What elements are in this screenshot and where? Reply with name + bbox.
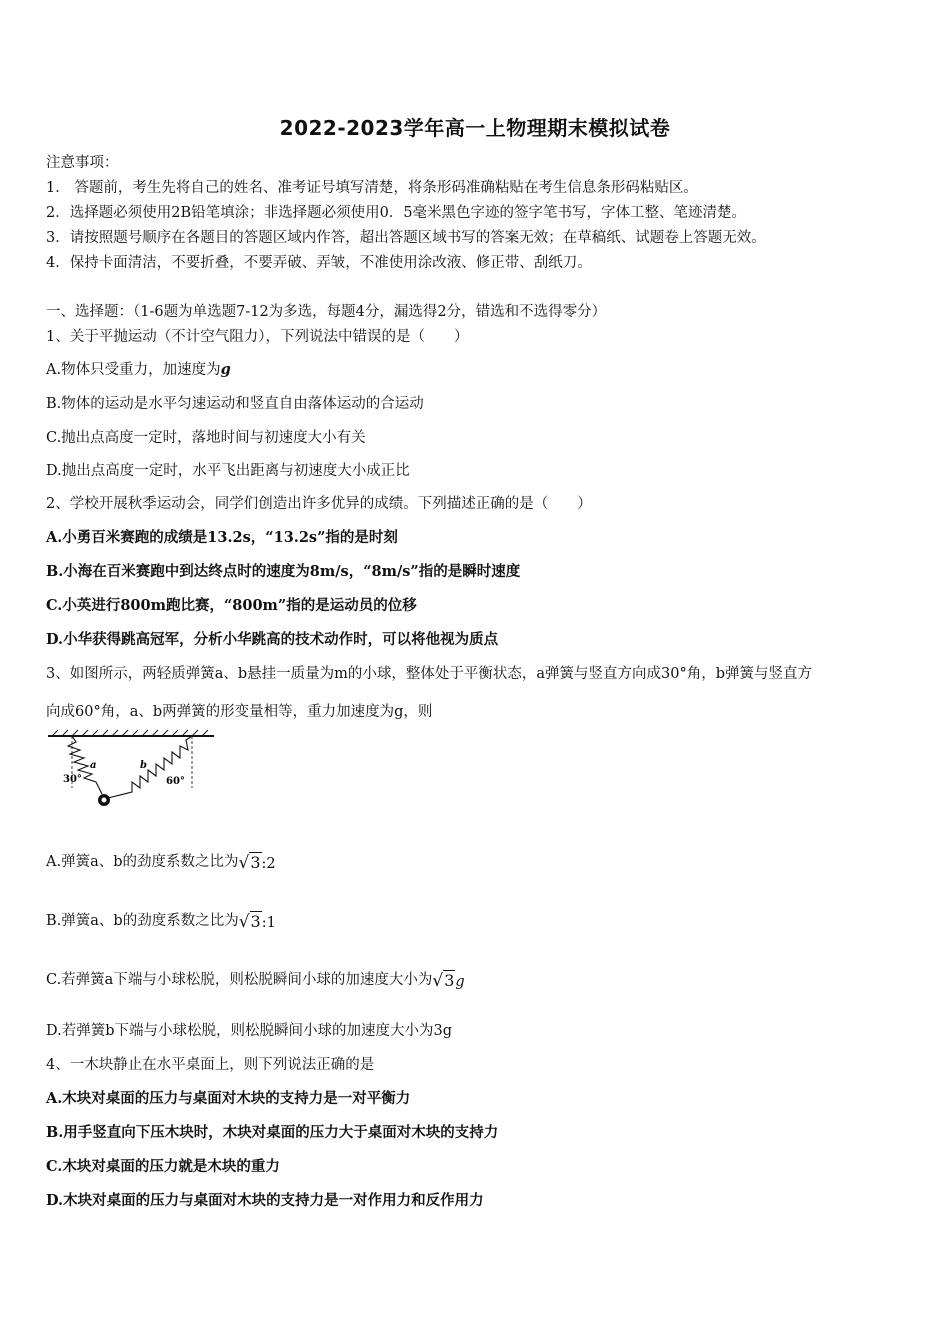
q2-option-c: C.小英进行800m跑比赛，“800m”指的是运动员的位移	[46, 597, 417, 614]
angle-b-label: 60°	[166, 776, 185, 787]
q1-option-a-text: A.物体只受重力，加速度为	[46, 362, 221, 378]
q3-option-c-math: √3g	[432, 971, 465, 991]
q3-option-c	[46, 970, 465, 992]
q1-option-d: D.抛出点高度一定时，水平飞出距离与初速度大小成正比	[46, 463, 410, 479]
q3-option-a-math: √3:2	[238, 853, 276, 873]
q2-stem: 2、学校开展秋季运动会，同学们创造出许多优异的成绩。下列描述正确的是（ ）	[46, 496, 592, 512]
q3-option-b	[46, 911, 276, 933]
notice-heading: 注意事项：	[46, 155, 119, 171]
label-b: b	[140, 760, 147, 771]
q3-option-a	[46, 852, 276, 874]
notice-item-1: 1． 答题前，考生先将自己的姓名、准考证号填写清楚，将条形码准确粘贴在考生信息条形码粘贴区。	[46, 180, 698, 196]
q4-option-a: A.木块对桌面的压力与桌面对木块的支持力是一对平衡力	[46, 1090, 411, 1107]
q1-option-a-var: g	[220, 361, 231, 378]
q1-option-a	[46, 360, 231, 380]
q4-option-c: C.木块对桌面的压力就是木块的重力	[46, 1158, 280, 1175]
q1-option-b: B.物体的运动是水平匀速运动和竖直自由落体运动的合运动	[46, 396, 424, 412]
spring-b	[108, 736, 192, 798]
q1-stem: 1、关于平抛运动（不计空气阻力），下列说法中错误的是（ ）	[46, 329, 469, 345]
angle-a-label: 30°	[63, 774, 82, 785]
q1-option-c: C.抛出点高度一定时，落地时间与初速度大小有关	[46, 430, 366, 446]
notice-item-4: 4．保持卡面清洁，不要折叠，不要弄破、弄皱，不准使用涂改液、修正带、刮纸刀。	[46, 255, 592, 271]
q3-option-b-radicand: 3	[250, 912, 261, 931]
q4-option-d: D.木块对桌面的压力与桌面对木块的支持力是一对作用力和反作用力	[46, 1192, 484, 1209]
q3-stem-line1: 3、如图所示，两轻质弹簧a、b悬挂一质量为m的小球，整体处于平衡状态，a弹簧与竖直方向成30°角，b弹簧与竖直方	[46, 666, 813, 682]
q3-option-a-text: A.弹簧a、b的劲度系数之比为	[46, 854, 239, 870]
q3-option-b-text: B.弹簧a、b的劲度系数之比为	[46, 913, 239, 929]
q4-option-b: B.用手竖直向下压木块时，木块对桌面的压力大于桌面对木块的支持力	[46, 1124, 499, 1141]
q3-option-c-text: C.若弹簧a下端与小球松脱，则松脱瞬间小球的加速度大小为	[46, 972, 433, 988]
q4-stem: 4、一木块静止在水平桌面上，则下列说法正确的是	[46, 1057, 375, 1073]
q3-option-b-math: √3:1	[238, 912, 276, 932]
spring-figure	[46, 728, 216, 814]
q3-option-c-rest: g	[455, 974, 465, 990]
q2-option-d: D.小华获得跳高冠军，分析小华跳高的技术动作时，可以将他视为质点	[46, 631, 499, 648]
q3-stem-line2: 向成60°角，a、b两弹簧的形变量相等，重力加速度为g，则	[46, 704, 433, 720]
exam-title: 2022-2023学年高一上物理期末模拟试卷	[279, 116, 671, 140]
q3-option-b-rest: :1	[261, 915, 276, 931]
label-a: a	[90, 760, 97, 771]
q3-option-a-rest: :2	[261, 856, 276, 872]
q3-option-a-radicand: 3	[250, 853, 261, 872]
section-heading: 一、选择题：（1-6题为单选题7-12为多选，每题4分，漏选得2分，错选和不选得零分）	[46, 304, 607, 320]
q2-option-a: A.小勇百米赛跑的成绩是13.2s，“13.2s”指的是时刻	[46, 529, 398, 546]
q3-option-c-radicand: 3	[444, 971, 455, 990]
notice-item-3: 3．请按照题号顺序在各题目的答题区域内作答，超出答题区域书写的答案无效；在草稿纸、试题卷上答题无效。	[46, 230, 766, 246]
notice-item-2: 2．选择题必须使用2B铅笔填涂；非选择题必须使用0．5毫米黑色字迹的签字笔书写，字体工整、笔迹清楚。	[46, 205, 747, 221]
q3-option-d: D.若弹簧b下端与小球松脱，则松脱瞬间小球的加速度大小为3g	[46, 1023, 453, 1039]
spring-a	[68, 736, 102, 794]
ball-highlight	[102, 798, 107, 803]
q2-option-b: B.小海在百米赛跑中到达终点时的速度为8m/s，“8m/s”指的是瞬时速度	[46, 563, 521, 580]
